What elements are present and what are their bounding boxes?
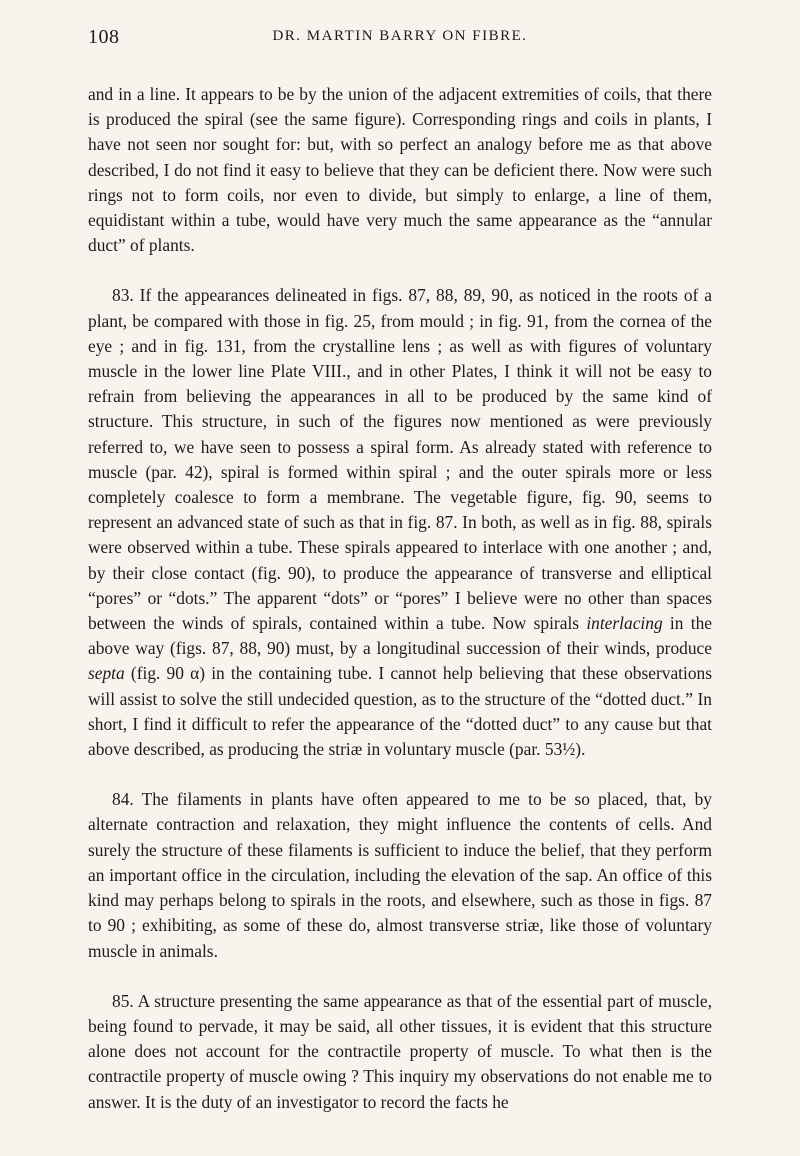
emphasis-interlacing: interlacing	[586, 613, 663, 634]
emphasis-septa: septa	[88, 663, 125, 684]
paragraph-83-part-a: 83. If the appearances delineated in figs. 87, 88, 89, 90, as noticed in the roots of a plant, be compared with those in fig. 25, from mould ; in fig. 91, from the cornea of the eye ; and in fig. 131, from the crystalline lens ; as well as with figures of voluntary muscle in the lower line Plate VIII., and in other Plates, I think it will not be easy to refrain from believing the appearances in all to be produced by the same kind of structure. This structure, in such of the figures now mentioned as were previously referred to, we have seen to possess a spiral form. As already stated with reference to muscle (par. 42), spiral is formed within spiral ; and the outer spirals more or less completely coalesce to form a membrane. The vegetable figure, fig. 90, seems to represent an advanced state of such as that in fig. 87. In both, as well as in fig. 88, spirals were observed within a tube. These spirals appeared to interlace with one another ; and, by their close contact (fig. 90), to produce the appearance of transverse and elliptical “pores” or “dots.” The apparent “dots” or “pores” I believe were no other than spaces between the winds of spirals, contained within a tube. Now spirals	[88, 285, 712, 634]
paragraph-continuation: and in a line. It appears to be by the union of the adjacent extremities of coils, that there is produced the spiral (see the same figure). Corresponding rings and coils in plants, I have not seen nor sought for: but, with so perfect an analogy before me as that above described, I do not find it easy to believe that they can be deficient there. Now were such rings not to form coils, nor even to divide, but simply to enlarge, a line of them, equidistant within a tube, would have very much the same appearance as the “annular duct” of plants.	[88, 84, 712, 256]
body-text	[88, 82, 712, 1115]
page-number: 108	[88, 26, 120, 48]
paragraph-83-part-b: in the above way (figs. 87, 88, 90) must, by a longitudinal succession of their winds, produce	[88, 613, 712, 659]
page-header	[88, 26, 712, 54]
paragraph-84: 84. The filaments in plants have often appeared to me to be so placed, that, by alternate contraction and relaxation, they might influence the contents of cells. And surely the structure of these filaments is sufficient to induce the belief, that they perform an important office in the circulation, including the elevation of the sap. An office of this kind may perhaps belong to spirals in the roots, and elsewhere, such as those in figs. 87 to 90 ; exhibiting, as some of these do, almost transverse striæ, like those of voluntary muscle in animals.	[88, 789, 712, 961]
paragraph-83	[88, 283, 712, 762]
paragraph-83-part-c: (fig. 90 α) in the containing tube. I cannot help believing that these observations will assist to solve the still undecided question, as to the structure of the “dotted duct.” In short, I find it difficult to refer the appearance of the “dotted duct” to any cause but that above described, as producing the striæ in voluntary muscle (par. 53½).	[88, 663, 712, 760]
paragraph-85: 85. A structure presenting the same appearance as that of the essential part of muscle, being found to pervade, it may be said, all other tissues, it is evident that this structure alone does not account for the contractile property of muscle. To what then is the contractile property of muscle owing ? This inquiry my observations do not enable me to answer. It is the duty of an investigator to record the facts he	[88, 990, 712, 1112]
running-title: DR. MARTIN BARRY ON FIBRE.	[272, 28, 528, 44]
